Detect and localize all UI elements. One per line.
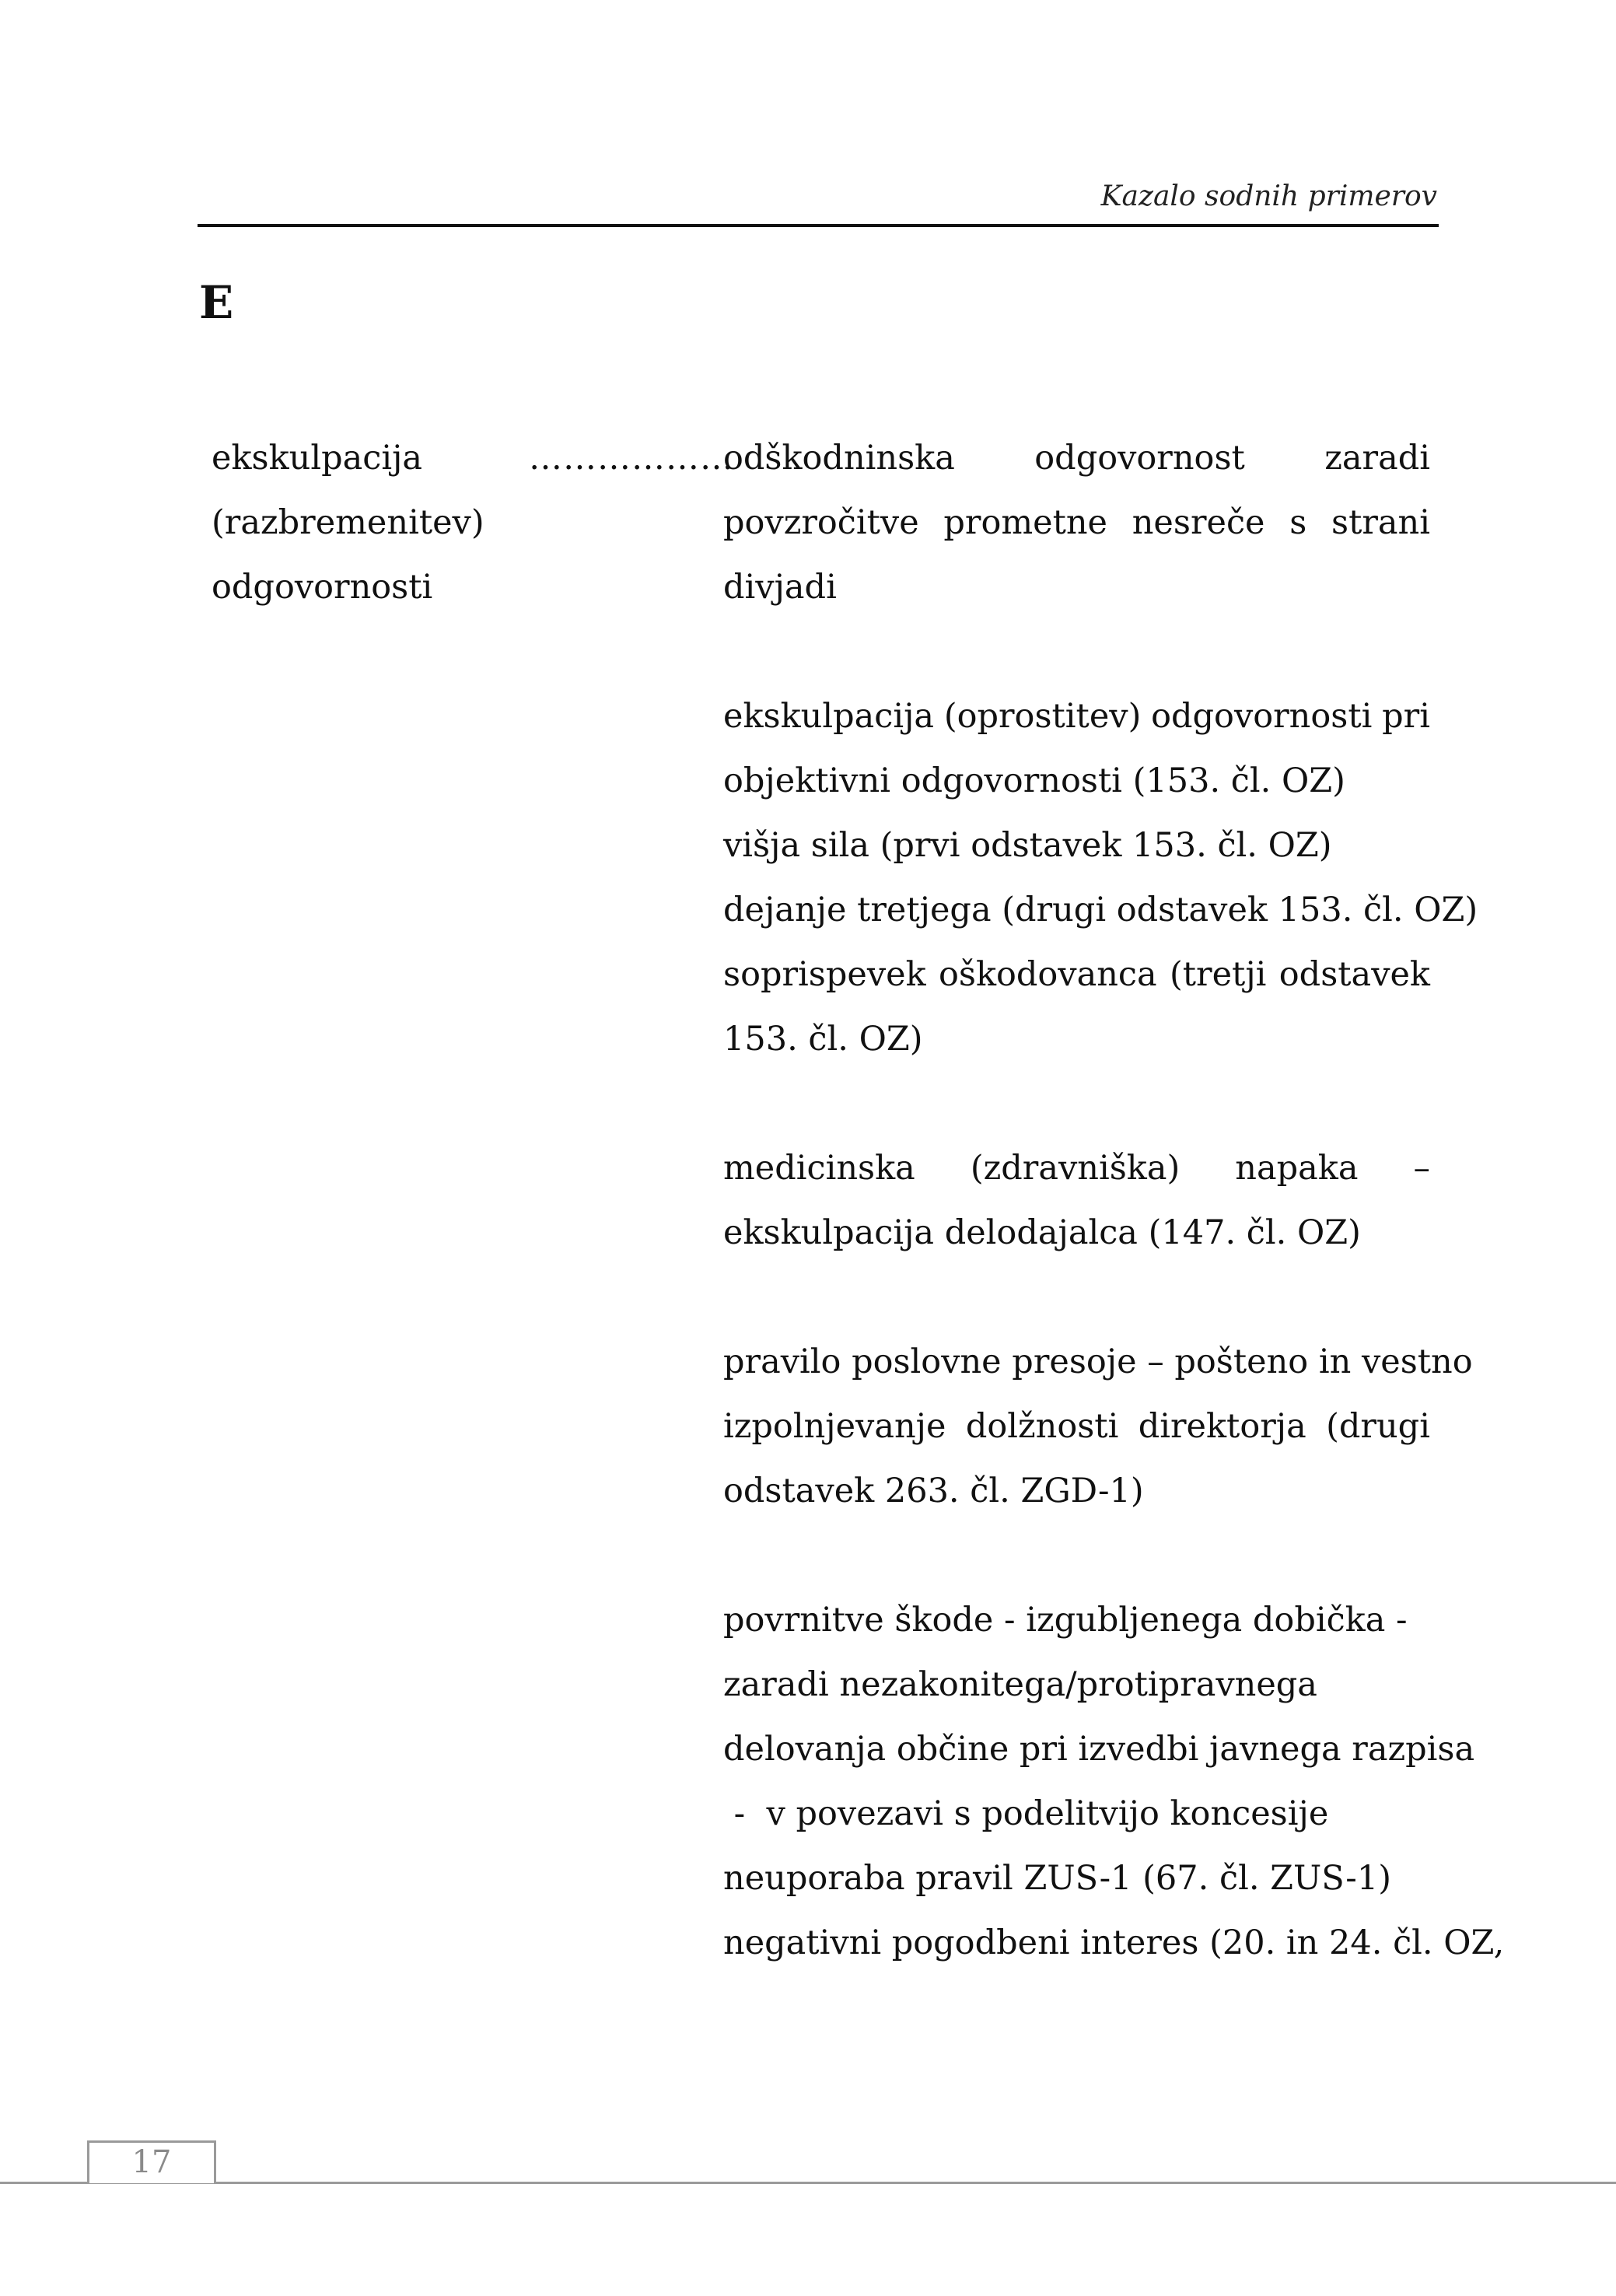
- entry-line: - v povezavi s podelitvijo koncesije: [723, 1794, 1329, 1833]
- entry-word: zaradi: [1324, 439, 1430, 478]
- entry-word: s: [1289, 503, 1307, 542]
- entry-word: strani: [1331, 503, 1430, 542]
- entry-word: nesreče: [1132, 503, 1265, 542]
- entry-line: višja sila (prvi odstavek 153. čl. OZ): [723, 826, 1332, 865]
- entry-group: [723, 1136, 1430, 1265]
- entry-line: [723, 1136, 1430, 1201]
- entry-word: odstavek: [1278, 955, 1430, 994]
- entry-line: neuporaba pravil ZUS-1 (67. čl. ZUS-1): [723, 1859, 1391, 1898]
- entry-line: negativni pogodbeni interes (20. in 24. čl. OZ,: [723, 1923, 1505, 1962]
- section-letter: E: [199, 276, 234, 329]
- entry-word: pri: [1382, 697, 1430, 736]
- entry-group: [723, 1588, 1505, 1976]
- entry-word: napaka: [1235, 1149, 1359, 1188]
- dot-leader: ………………: [529, 439, 734, 478]
- entry-line: delovanja občine pri izvedbi javnega razpisa: [723, 1730, 1475, 1769]
- entry-line: objektivni odgovornosti (153. čl. OZ): [723, 761, 1345, 800]
- entry-line: 153. čl. OZ): [723, 1020, 923, 1059]
- footer-rule: [0, 2182, 1616, 2184]
- entry-word: dolžnosti: [965, 1407, 1119, 1446]
- entry-word: (zdravniška): [970, 1149, 1181, 1188]
- index-term-line: odgovornosti: [212, 568, 433, 607]
- entry-group: [723, 684, 1478, 1072]
- entry-word: izpolnjevanje: [723, 1407, 946, 1446]
- entry-word: povzročitve: [723, 503, 919, 542]
- entry-line: [723, 943, 1430, 1007]
- entry-line: povrnitve škode - izgubljenega dobička -: [723, 1601, 1408, 1640]
- entry-word: odškodninska: [723, 439, 955, 478]
- entry-word: (tretji: [1170, 955, 1267, 994]
- entry-line: divjadi: [723, 568, 837, 607]
- entry-line: odstavek 263. čl. ZGD-1): [723, 1472, 1144, 1510]
- header-rule: [198, 224, 1439, 227]
- entry-word: (oprostitev): [943, 697, 1142, 736]
- entry-group: [723, 426, 1430, 620]
- running-head: Kazalo sodnih primerov: [1100, 180, 1437, 212]
- entry-group: [723, 1330, 1473, 1524]
- index-term-line: (razbremenitev): [212, 503, 484, 542]
- entry-line: ekskulpacija delodajalca (147. čl. OZ): [723, 1213, 1361, 1252]
- entry-word: odgovornosti: [1151, 697, 1373, 736]
- page-number: 17: [131, 2144, 172, 2180]
- entry-word: (drugi: [1326, 1407, 1430, 1446]
- entry-line: pravilo poslovne presoje – pošteno in vestno: [723, 1342, 1473, 1381]
- entry-word: direktorja: [1138, 1407, 1306, 1446]
- entry-word: odgovornost: [1034, 439, 1245, 478]
- entry-word: medicinska: [723, 1149, 915, 1188]
- entry-word: prometne: [943, 503, 1108, 542]
- index-term-line: ekskulpacija: [212, 439, 423, 478]
- entry-word: oškodovanca: [938, 955, 1157, 994]
- index-entries: [723, 426, 1505, 2040]
- entry-line: zaradi nezakonitega/protipravnega: [723, 1665, 1317, 1704]
- entry-line: [723, 1395, 1430, 1459]
- entry-word: –: [1413, 1149, 1430, 1188]
- entry-line: [723, 684, 1430, 749]
- entry-line: dejanje tretjega (drugi odstavek 153. čl. OZ): [723, 891, 1478, 929]
- entry-word: soprispevek: [723, 955, 926, 994]
- entry-word: ekskulpacija: [723, 697, 935, 736]
- entry-line: [723, 491, 1430, 555]
- entry-line: [723, 426, 1430, 491]
